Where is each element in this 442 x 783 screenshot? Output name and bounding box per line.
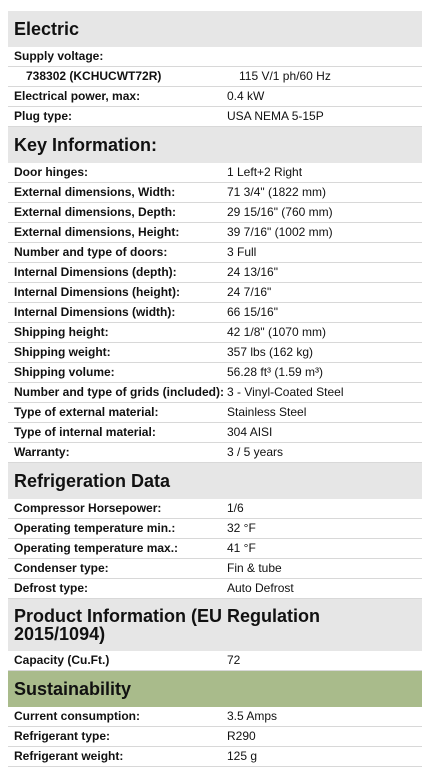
spec-value: 3 Full: [227, 245, 257, 259]
spec-row: [8, 403, 422, 423]
spec-row: [8, 163, 422, 183]
spec-label: Operating temperature min.:: [14, 521, 176, 535]
spec-row-power: [8, 87, 422, 107]
spec-row-plug: [8, 107, 422, 127]
spec-row: [8, 263, 422, 283]
spec-row: [8, 203, 422, 223]
spec-value: 24 13/16": [227, 265, 278, 279]
spec-value: 29 15/16" (760 mm): [227, 205, 333, 219]
spec-label: Capacity (Cu.Ft.): [14, 653, 110, 667]
spec-label: Internal Dimensions (height):: [14, 285, 181, 299]
spec-value: 115 V/1 ph/60 Hz: [239, 69, 331, 83]
spec-row: [8, 559, 422, 579]
spec-value: Fin & tube: [227, 561, 282, 575]
spec-value: 24 7/16": [227, 285, 272, 299]
spec-value: Auto Defrost: [227, 581, 294, 595]
sustainability-list: [0, 707, 442, 767]
spec-row: [8, 223, 422, 243]
section-header-refrigeration: Refrigeration Data: [8, 463, 422, 499]
spec-row: [8, 383, 422, 403]
spec-row: [8, 727, 422, 747]
spec-label: Refrigerant weight:: [14, 749, 124, 763]
spec-sheet: [0, 11, 442, 767]
spec-value: [227, 47, 416, 66]
spec-label: Condenser type:: [14, 561, 109, 575]
spec-label: Internal Dimensions (width):: [14, 305, 176, 319]
spec-row: [8, 303, 422, 323]
spec-value: 3.5 Amps: [227, 709, 278, 723]
spec-label: Defrost type:: [14, 581, 89, 595]
spec-value: 125 g: [227, 749, 258, 763]
spec-value: Stainless Steel: [227, 405, 307, 419]
spec-value: 3 - Vinyl-Coated Steel: [227, 385, 344, 399]
spec-label: Plug type:: [14, 109, 73, 123]
spec-label: Internal Dimensions (depth):: [14, 265, 177, 279]
spec-label: Type of external material:: [14, 405, 159, 419]
key-info-list: [0, 163, 442, 463]
section-header-electric: Electric: [8, 11, 422, 47]
spec-label: External dimensions, Height:: [14, 225, 180, 239]
spec-row: [8, 283, 422, 303]
spec-value: 42 1/8" (1070 mm): [227, 325, 326, 339]
spec-row: [8, 519, 422, 539]
spec-value: 39 7/16" (1002 mm): [227, 225, 333, 239]
spec-row: [8, 443, 422, 463]
spec-value: 1/6: [227, 501, 244, 515]
spec-label: Shipping weight:: [14, 345, 111, 359]
spec-row: [8, 579, 422, 599]
spec-label: Refrigerant type:: [14, 729, 111, 743]
spec-row: [8, 747, 422, 767]
spec-label: Warranty:: [14, 445, 70, 459]
spec-row: [8, 363, 422, 383]
spec-label: Door hinges:: [14, 165, 88, 179]
spec-label: Number and type of grids (included):: [14, 385, 225, 399]
spec-value: R290: [227, 729, 256, 743]
spec-row: [8, 499, 422, 519]
spec-label: 738302 (KCHUCWT72R): [26, 69, 162, 83]
spec-value: 71 3/4" (1822 mm): [227, 185, 326, 199]
spec-value: 41 °F: [227, 541, 256, 555]
spec-row: [8, 183, 422, 203]
spec-value: 357 lbs (162 kg): [227, 345, 314, 359]
spec-label: External dimensions, Width:: [14, 185, 176, 199]
spec-value: 66 15/16": [227, 305, 278, 319]
spec-row: [8, 423, 422, 443]
spec-row: [8, 651, 422, 671]
section-header-product-info: Product Information (EU Regulation 2015/1094): [8, 599, 422, 651]
spec-label: Electrical power, max:: [14, 89, 141, 103]
spec-row: [8, 323, 422, 343]
spec-label: Type of internal material:: [14, 425, 156, 439]
spec-row-model: [8, 67, 422, 87]
product-info-list: [0, 651, 442, 671]
spec-label: Compressor Horsepower:: [14, 501, 162, 515]
spec-value: USA NEMA 5-15P: [227, 109, 324, 123]
spec-row-supply-voltage: [8, 47, 422, 67]
spec-row: [8, 243, 422, 263]
spec-value: 1 Left+2 Right: [227, 165, 303, 179]
spec-value: 304 AISI: [227, 425, 273, 439]
spec-label: Shipping volume:: [14, 365, 115, 379]
spec-row: [8, 539, 422, 559]
spec-value: 32 °F: [227, 521, 256, 535]
refrigeration-list: [0, 499, 442, 599]
spec-label: Current consumption:: [14, 709, 140, 723]
spec-value: 56.28 ft³ (1.59 m³): [227, 365, 324, 379]
spec-label: Operating temperature max.:: [14, 541, 179, 555]
spec-label: Supply voltage:: [14, 49, 104, 63]
section-header-key-info: Key Information:: [8, 127, 422, 163]
spec-row: [8, 707, 422, 727]
spec-label: Shipping height:: [14, 325, 109, 339]
spec-label: External dimensions, Depth:: [14, 205, 177, 219]
section-header-sustainability: Sustainability: [8, 671, 422, 707]
spec-label: Number and type of doors:: [14, 245, 168, 259]
spec-row: [8, 343, 422, 363]
spec-value: 3 / 5 years: [227, 445, 284, 459]
spec-value: 0.4 kW: [227, 89, 265, 103]
spec-value: 72: [227, 653, 241, 667]
